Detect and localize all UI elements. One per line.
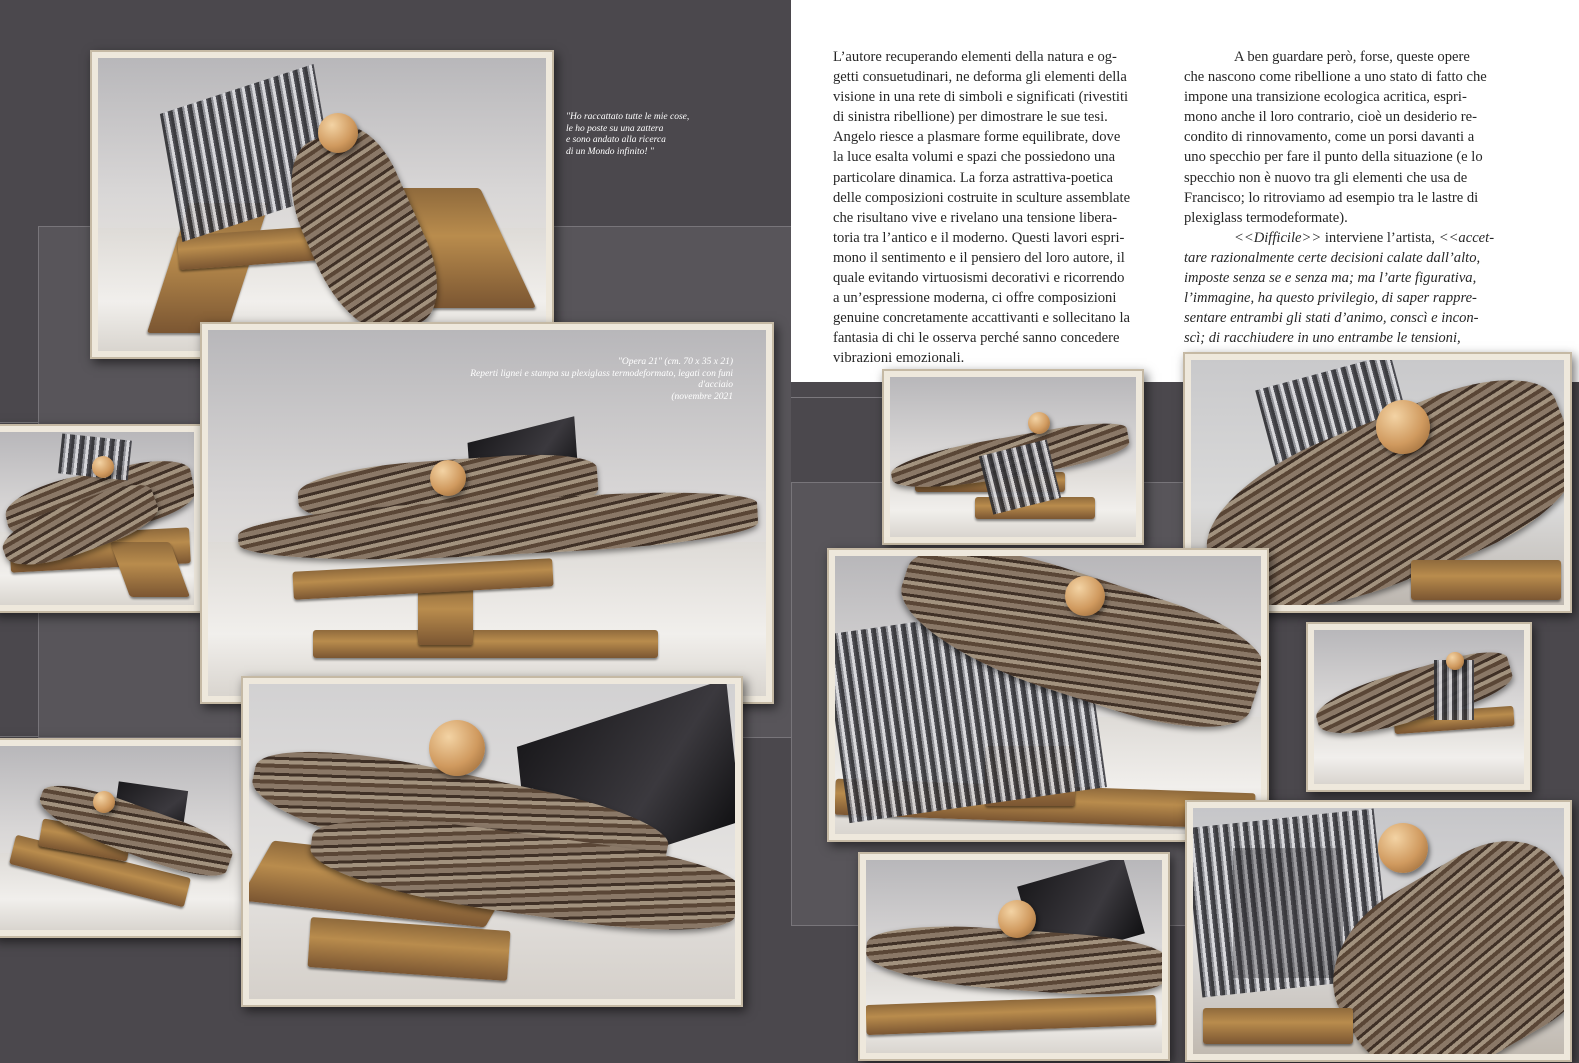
panel-divider: [0, 422, 38, 423]
text-line: genuine concretamente accattivanti e sollecitano la: [833, 310, 1130, 327]
quote-line: di un Mondo infinito! ": [566, 146, 654, 157]
text-line: a un’espressione moderna, ci offre composizioni: [833, 290, 1117, 307]
quote-start: <<accet-: [1438, 229, 1495, 246]
quote-line: [1184, 308, 1524, 328]
sculpture-photo-right-small-mid: [1306, 622, 1532, 792]
quote-text: imposte senza se e senza ma; ma l’arte figurativa,: [1184, 270, 1477, 287]
panel-divider: [0, 736, 38, 737]
text-line: plexiglass termodeformate).: [1184, 209, 1348, 226]
text-line: delle composizioni costruite in sculture assemblate: [833, 189, 1131, 206]
panel-divider: [791, 397, 887, 398]
text-line: particolare dinamica. La forza astrattiva-poetica: [833, 169, 1113, 186]
text-line: che risultano vive e rivelano una tensione libera-: [833, 209, 1118, 226]
quote-text: sentare entrambi gli stati d’animo, conscì e incon-: [1184, 310, 1479, 327]
quote-lead: <<Difficile>>: [1234, 229, 1322, 246]
artwork-materials-cont: d'acciaio: [698, 380, 733, 390]
quote-line: le ho poste su una zattera: [566, 123, 664, 134]
text-line: mono il sentimento e il pensiero del loro autore, il: [833, 249, 1125, 266]
quote-text: l’immagine, ha questo privilegio, di saper rappre-: [1184, 290, 1477, 307]
text-line: uno specchio per fare il punto della situazione (e lo: [1184, 149, 1483, 166]
quote-line: [1184, 328, 1524, 348]
quote-intro-line: [1184, 228, 1524, 248]
artwork-caption: [400, 357, 733, 403]
quote-text: tare razionalmente certe decisioni calate dall’alto,: [1184, 249, 1481, 266]
text-line: specchio non è nuovo tra gli elementi che usa de: [1184, 169, 1468, 186]
sculpture-photo-top: [90, 50, 554, 359]
artwork-materials: Reperti lignei e stampa su plexiglass termodeformato, legati con funi: [470, 368, 733, 379]
quote-mid: interviene l’artista,: [1321, 229, 1439, 246]
quote-text: scì; di racchiudere in uno entrambe le tensioni,: [1184, 330, 1461, 347]
text-line: visione in una rete di simboli e significati (rivestiti: [833, 89, 1129, 106]
text-line: che nascono come ribellione a uno stato di fatto che: [1184, 69, 1487, 86]
text-column-1: [833, 47, 1170, 369]
text-line: mono anche il loro contrario, cioè un desiderio re-: [1184, 109, 1477, 126]
text-line: Francisco; lo ritroviamo ad esempio tra le lastre di: [1184, 189, 1479, 206]
text-line: getti consuetudinari, ne deforma gli elementi della: [833, 69, 1127, 86]
quote-line: e sono andato alla ricerca: [566, 135, 666, 145]
text-line: L’autore recuperando elementi della natura e og-: [833, 49, 1117, 65]
text-line: Angelo riesce a plasmare forme equilibrate, dove: [833, 129, 1121, 146]
text-line: A ben guardare però, forse, queste opere: [1234, 49, 1470, 65]
text-line: fantasia di chi le osserva perché sanno concedere: [833, 330, 1120, 347]
sculpture-photo-right-large-bottom: [1185, 800, 1572, 1062]
sculpture-photo-right-small-bottom: [858, 852, 1170, 1061]
artist-quote: [566, 112, 746, 158]
text-column-2: [1184, 47, 1524, 348]
sculpture-photo-bottom-left: [0, 738, 250, 938]
text-line: condito di rinnovamento, come un porsi davanti a: [1184, 129, 1475, 146]
text-line: quale evitando virtuosismi decorativi e ricorrendo: [833, 270, 1125, 287]
sculpture-photo-right-middle: [827, 548, 1269, 842]
sculpture-photo-bottom-center: [241, 676, 743, 1007]
text-line: di sinistra ribellione) per dimostrare le sue tesi.: [833, 109, 1108, 126]
text-line: vibrazioni emozionali.: [833, 350, 965, 367]
quote-line: [1184, 288, 1524, 308]
text-line: la luce esalta volumi e spazi che possiedono una: [833, 149, 1116, 166]
text-line: impone una transizione ecologica acritica, espri-: [1184, 89, 1467, 106]
quote-line: [1184, 268, 1524, 288]
text-line: toria tra l’antico e il moderno. Questi lavori espri-: [833, 229, 1125, 246]
artwork-title: "Opera 21" (cm. 70 x 35 x 21): [617, 357, 733, 367]
sculpture-photo-right-small-top: [882, 369, 1144, 545]
quote-line: [1184, 248, 1524, 268]
artwork-date: (novembre 2021: [671, 391, 733, 402]
quote-line: "Ho raccattato tutte le mie cose,: [566, 112, 690, 122]
sculpture-photo-left-edge: [0, 424, 202, 613]
